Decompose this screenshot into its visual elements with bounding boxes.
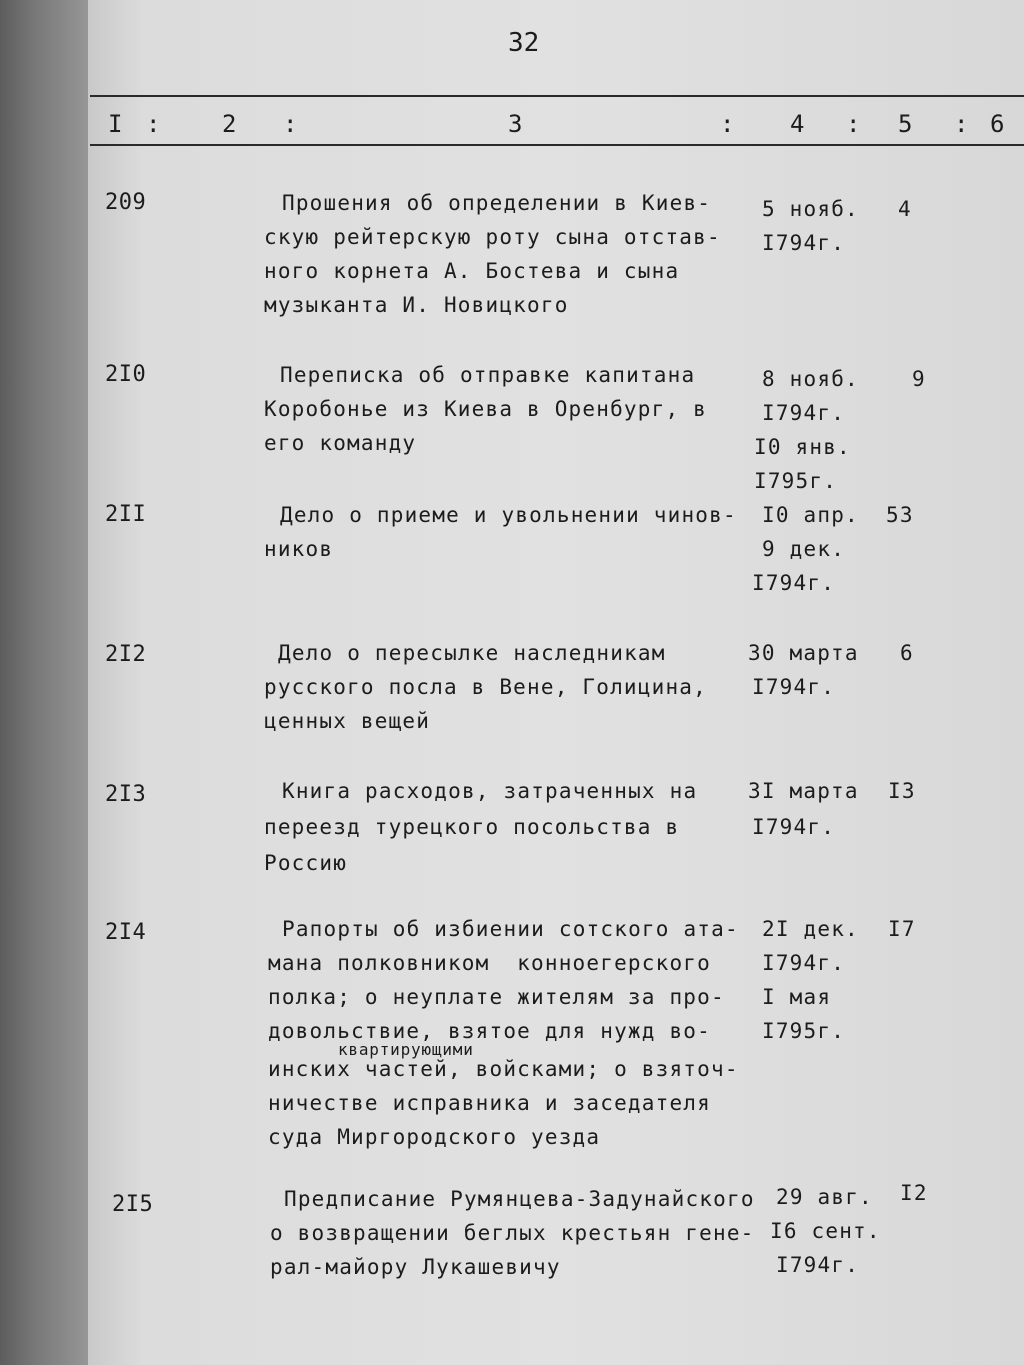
- entry-date-line: I0 апр.: [762, 503, 859, 527]
- entry-description-line: музыканта И. Новицкого: [264, 293, 569, 317]
- entry-page-count: I3: [888, 779, 916, 803]
- entry-description-line: ников: [264, 537, 334, 561]
- entry-date-line: I795г.: [762, 1019, 846, 1043]
- entry-description-line: Дело о приеме и увольнении чинов-: [280, 503, 737, 527]
- handwritten-insertion: квартирующими: [338, 1040, 474, 1059]
- entry-date-line: I795г.: [754, 469, 838, 493]
- entry-description-line: Россию: [264, 851, 348, 875]
- entry-date-line: I794г.: [752, 675, 836, 699]
- header-sep: :: [720, 110, 735, 138]
- header-sep: :: [954, 110, 969, 138]
- entry-number: 2I5: [112, 1192, 154, 1217]
- entry-date-line: 30 марта: [748, 641, 859, 665]
- entry-description-line: Дело о пересылке наследникам: [278, 641, 666, 665]
- header-sep: :: [283, 110, 298, 138]
- header-col4: 4: [790, 110, 805, 138]
- entry-date-line: I6 сент.: [770, 1219, 881, 1243]
- header-col5: 5: [898, 110, 913, 138]
- header-col1: I: [108, 110, 123, 138]
- entry-description-line: ничестве исправника и заседателя: [268, 1091, 711, 1115]
- entry-description-line: скую рейтерскую роту сына отстав-: [264, 225, 721, 249]
- entry-description-line: ценных вещей: [264, 709, 431, 733]
- entry-description-line: Прошения об определении в Киев-: [282, 191, 712, 215]
- entry-description-line: Переписка об отправке капитана: [280, 363, 696, 387]
- entry-date-line: I794г.: [776, 1253, 860, 1277]
- entry-date-line: I794г.: [762, 951, 846, 975]
- entry-description-line: довольствие, взятое для нужд во-: [268, 1019, 711, 1043]
- entry-date-line: I794г.: [752, 571, 836, 595]
- header-col3: 3: [508, 110, 523, 138]
- entry-description-line: инских частей, войсками; о взяточ-: [268, 1057, 739, 1081]
- header-rule-bottom: [90, 144, 1024, 146]
- entry-date-line: 9 дек.: [762, 537, 846, 561]
- entry-date-line: I0 янв.: [754, 435, 851, 459]
- entry-description-line: Рапорты об избиении сотского ата-: [282, 917, 739, 941]
- entry-date-line: 5 нояб.: [762, 197, 859, 221]
- entry-date-line: 2I дек.: [762, 917, 859, 941]
- entry-description-line: мана полковником конноегерского: [268, 951, 711, 975]
- entry-number: 2I2: [105, 642, 147, 667]
- header-col2: 2: [222, 110, 237, 138]
- entry-date-line: 29 авг.: [776, 1185, 873, 1209]
- header-sep: :: [846, 110, 861, 138]
- entry-description-line: суда Миргородского уезда: [268, 1125, 601, 1149]
- entry-date-line: 8 нояб.: [762, 367, 859, 391]
- entry-date-line: I794г.: [762, 231, 846, 255]
- entry-description-line: переезд турецкого посольства в: [264, 815, 680, 839]
- header-sep: :: [146, 110, 161, 138]
- book-spine-shadow: [0, 0, 95, 1365]
- entry-page-count: 6: [900, 641, 914, 665]
- entry-page-count: 9: [912, 367, 926, 391]
- entry-description-line: полка; о неуплате жителям за про-: [268, 985, 725, 1009]
- entry-page-count: I2: [900, 1181, 928, 1205]
- entry-description-line: Коробонье из Киева в Оренбург, в: [264, 397, 707, 421]
- header-col6: 6: [990, 110, 1005, 138]
- entry-number: 209: [105, 190, 147, 215]
- entry-number: 2I0: [105, 362, 147, 387]
- entry-description-line: Книга расходов, затраченных на: [282, 779, 698, 803]
- entry-description-line: его команду: [264, 431, 417, 455]
- entry-description-line: ного корнета А. Бостева и сына: [264, 259, 680, 283]
- entry-page-count: 4: [898, 197, 912, 221]
- header-rule-top: [90, 95, 1024, 97]
- entry-page-count: 53: [886, 503, 914, 527]
- entry-number: 2I3: [105, 782, 147, 807]
- entry-description-line: рал-майору Лукашевичу: [270, 1255, 561, 1279]
- entry-date-line: I794г.: [752, 815, 836, 839]
- entry-page-count: I7: [888, 917, 916, 941]
- entry-date-line: I мая: [762, 985, 832, 1009]
- entry-description-line: о возвращении беглых крестьян гене-: [270, 1221, 755, 1245]
- entry-date-line: 3I марта: [748, 779, 859, 803]
- entry-date-line: I794г.: [762, 401, 846, 425]
- entry-description-line: русского посла в Вене, Голицина,: [264, 675, 707, 699]
- page-number: 32: [508, 28, 540, 58]
- entry-description-line: Предписание Румянцева-Задунайского: [284, 1187, 755, 1211]
- entry-number: 2II: [105, 502, 147, 527]
- entry-number: 2I4: [105, 920, 147, 945]
